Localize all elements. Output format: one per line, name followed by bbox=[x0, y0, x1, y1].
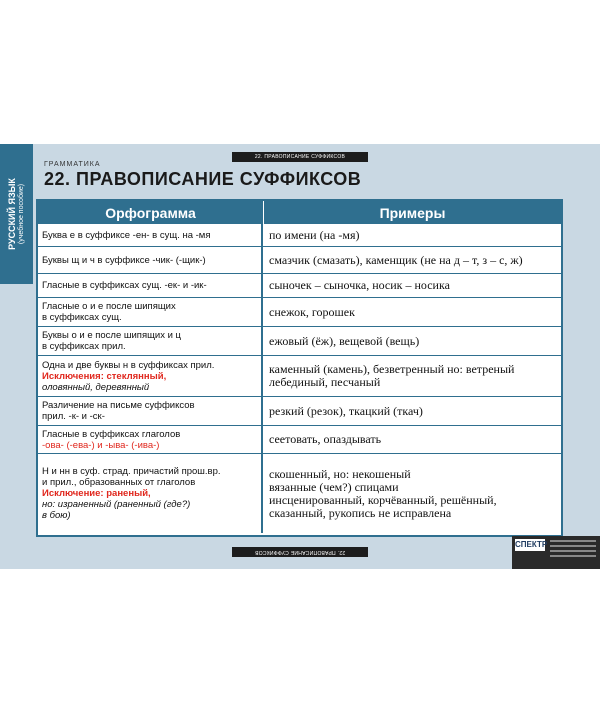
rule-line: Буквы щ и ч в суффиксе -чик- (-щик-) bbox=[42, 254, 206, 266]
table-header bbox=[38, 201, 561, 224]
header-orthogram: Орфограмма bbox=[38, 201, 264, 224]
poster bbox=[0, 144, 600, 569]
table-row bbox=[38, 356, 561, 397]
table-row bbox=[38, 274, 561, 298]
example-line: снежок, горошек bbox=[269, 304, 355, 319]
example-line: сказанный, рукопись не исправлена bbox=[269, 505, 452, 520]
rule-line: Н и нн в суф. страд. причастий прош.вр. bbox=[42, 466, 221, 477]
page-title: 22. ПРАВОПИСАНИЕ СУФФИКСОВ bbox=[44, 169, 362, 189]
side-band bbox=[0, 144, 33, 284]
rule-line: оловянный, деревянный bbox=[42, 381, 150, 393]
example-line: вязанные (чем?) спицами bbox=[269, 479, 399, 494]
table-row bbox=[38, 224, 561, 247]
table-row bbox=[38, 298, 561, 327]
rule-line: Гласные о и е после шипящих bbox=[42, 301, 176, 312]
example-line: сеетовать, опаздывать bbox=[269, 432, 382, 446]
table-row bbox=[38, 454, 561, 533]
section-label: ГРАММАТИКА bbox=[44, 161, 101, 168]
rule-line: в бою) bbox=[42, 510, 71, 521]
side-band-subtitle: (учебное пособие) bbox=[17, 183, 25, 245]
rule-line: и прил., образованных от глаголов bbox=[42, 477, 196, 488]
example-line: сыночек – сыночка, носик – носика bbox=[269, 278, 450, 292]
example-line: ежовый (ёж), вещевой (вещь) bbox=[269, 333, 420, 348]
header-examples: Примеры bbox=[379, 204, 446, 221]
rule-line: Гласные в суффиксах глаголов bbox=[42, 428, 181, 440]
example-line: каменный (камень), безветренный но: ветреный bbox=[269, 362, 515, 376]
side-band-title: РУССКИЙ ЯЗЫК bbox=[6, 178, 17, 250]
example-line: лебединый, песчаный bbox=[269, 375, 381, 389]
rule-line: Гласные в суффиксах сущ. -ек- и -ик- bbox=[42, 280, 207, 291]
example-line: резкий (резок), ткацкий (ткач) bbox=[269, 403, 423, 418]
example-line: скошенный, но: некошеный bbox=[269, 466, 411, 481]
bottom-strip: 22. ПРАВОПИСАНИЕ СУФФИКСОВ bbox=[232, 547, 368, 557]
rule-exception-line: Исключения: стеклянный, bbox=[42, 370, 167, 382]
table-row bbox=[38, 327, 561, 356]
example-line: инсценированный, корчёванный, решённый, bbox=[269, 492, 497, 507]
rule-line: но: израненный (раненный (где?) bbox=[42, 499, 191, 510]
rule-line: прил. -к- и -ск- bbox=[42, 411, 105, 422]
rule-line: в суффиксах прил. bbox=[42, 341, 126, 352]
rule-line: Буквы о и е после шипящих и ц bbox=[42, 330, 181, 341]
rule-exception-line: Исключение: раненый, bbox=[42, 488, 151, 499]
example-line: смазчик (смазать), каменщик (не на д – т, з – с, ж) bbox=[269, 252, 523, 267]
table-row bbox=[38, 426, 561, 454]
rule-line: Различение на письме суффиксов bbox=[42, 400, 195, 411]
rule-line: Буква е в суффиксе -ен- в сущ. на -мя bbox=[42, 229, 211, 241]
top-strip: 22. ПРАВОПИСАНИЕ СУФФИКСОВ bbox=[232, 152, 368, 162]
publisher-info bbox=[550, 540, 596, 560]
table-row bbox=[38, 397, 561, 426]
rule-line: Одна и две буквы н в суффиксах прил. bbox=[42, 359, 215, 371]
rule-line: -ова- (-ева-) и -ыва- (-ива-) bbox=[42, 439, 160, 451]
table-row bbox=[38, 247, 561, 274]
example-line: по имени (на -мя) bbox=[269, 227, 360, 242]
rules-table bbox=[36, 199, 563, 537]
publisher-logo: СПЕКТР bbox=[515, 540, 548, 549]
rule-line: в суффиксах сущ. bbox=[42, 312, 122, 323]
